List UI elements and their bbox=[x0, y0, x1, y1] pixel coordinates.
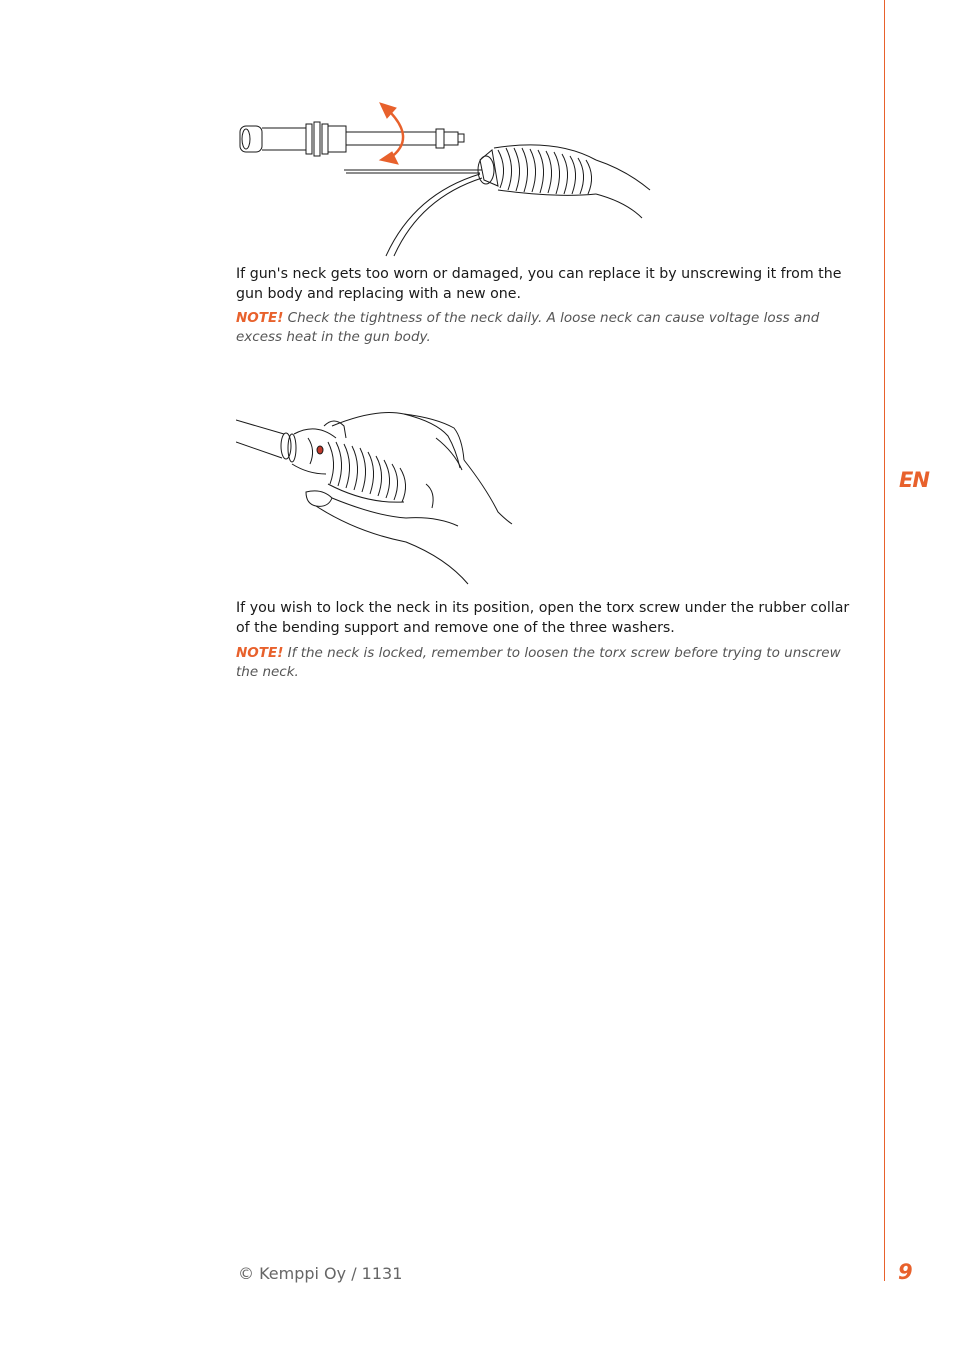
footer-copyright: © Kemppi Oy / 1131 bbox=[238, 1264, 403, 1283]
note bbox=[236, 309, 860, 347]
body-text: If gun's neck gets too worn or damaged, you can replace it by unscrewing it from the gun body and replacing with a new one. bbox=[236, 266, 842, 302]
note-text: Check the tightness of the neck daily. A loose neck can cause voltage loss and excess heat in the gun body. bbox=[236, 310, 820, 345]
note-label: NOTE! bbox=[236, 645, 284, 661]
margin-rule bbox=[884, 0, 885, 1281]
neck-removal-illustration bbox=[236, 98, 656, 258]
body-text: If you wish to lock the neck in its position, open the torx screw under the rubber collar of the bending support and remove one of the three washers. bbox=[236, 600, 850, 636]
note-text: If the neck is locked, remember to loosen the torx screw before trying to unscrew the neck. bbox=[236, 645, 841, 680]
note bbox=[236, 644, 860, 682]
hand-grip-illustration bbox=[236, 408, 516, 588]
note-label: NOTE! bbox=[236, 310, 284, 326]
language-tab: EN bbox=[899, 468, 929, 492]
page-number: 9 bbox=[898, 1260, 913, 1284]
